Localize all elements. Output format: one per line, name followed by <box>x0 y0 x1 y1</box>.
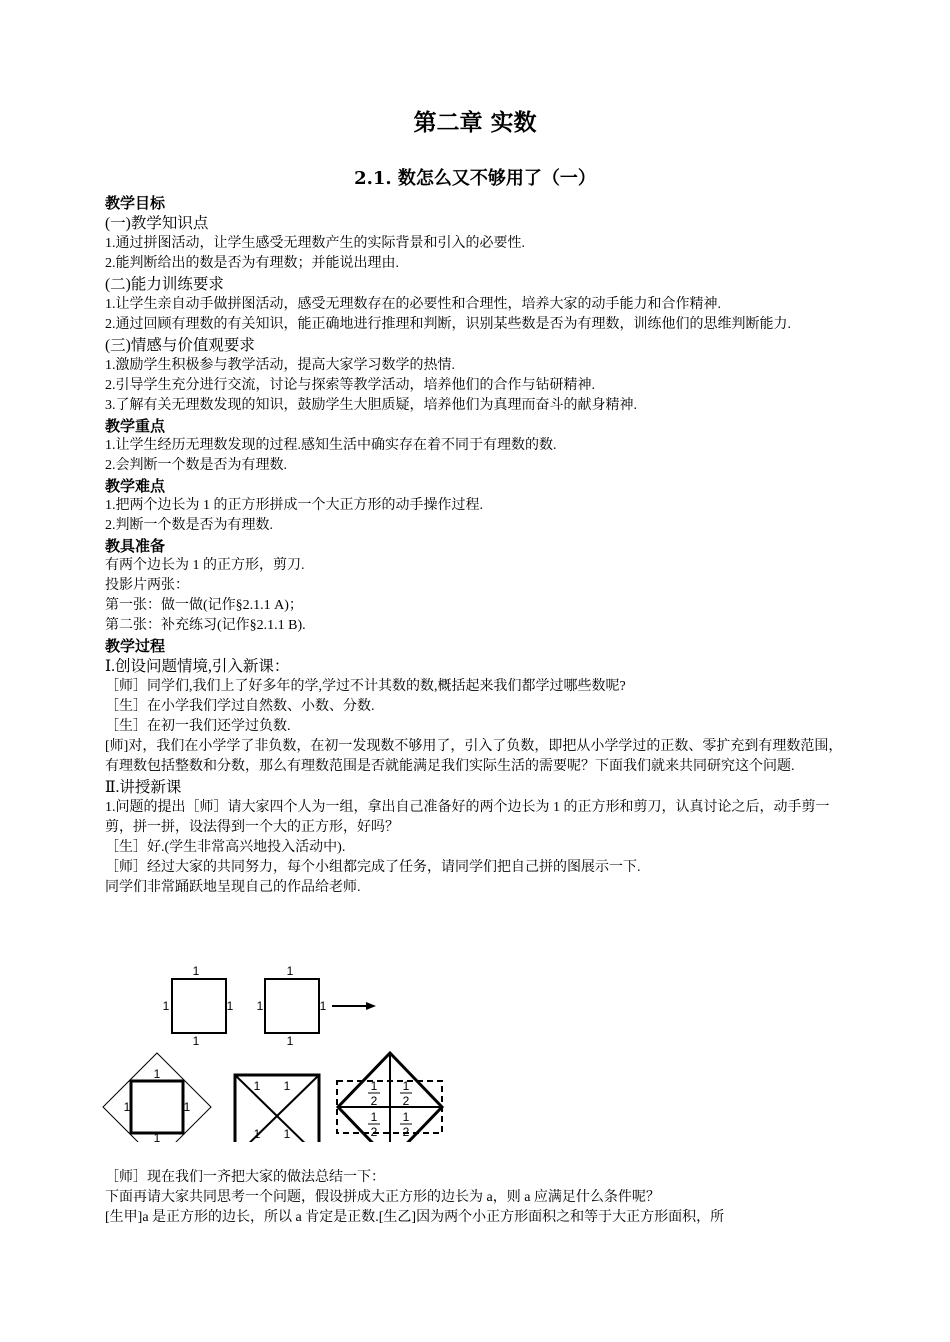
fraction-denominator: 2 <box>402 1125 410 1139</box>
square-with-diagonals <box>235 1075 319 1142</box>
side-label: 1 <box>226 999 234 1013</box>
tool-item: 投影片两张： <box>105 578 189 593</box>
dialogue-line: 同学们非常踊跃地呈现自己的作品给老师. <box>105 880 361 895</box>
emotion-item: 1.激励学生积极参与教学活动，提高大家学习数学的热情. <box>105 358 455 373</box>
segment-label: 1 <box>253 1079 261 1093</box>
fraction-numerator: 1 <box>402 1110 410 1124</box>
emotion-item: 2.引导学生充分进行交流，讨论与探索等教学活动，培养他们的合作与钻研精神. <box>105 378 595 393</box>
tools-heading: 教具准备 <box>105 537 166 555</box>
ability-title: (二)能力训练要求 <box>105 276 224 293</box>
side-label: 1 <box>319 999 327 1013</box>
dialogue-line: [师]对，我们在小学学了非负数，在初一发现数不够用了，引入了负数，即把从小学学过的正数、零扩充到有理数范围，有理数包括整数和分数，那么有理数范围是否就能满足我们实际生活的需要呢？下面我们就来共同研究这个问题. <box>105 739 843 774</box>
emotion-title: (三)情感与价值观要求 <box>105 337 255 354</box>
ability-item: 1.让学生亲自动手做拼图活动，感受无理数存在的必要性和合理性，培养大家的动手能力和合作精神. <box>105 297 721 312</box>
fraction-numerator: 1 <box>402 1079 410 1093</box>
inscribed-square <box>131 1081 183 1133</box>
process-heading: 教学过程 <box>105 637 166 655</box>
fraction-denominator: 2 <box>370 1094 378 1108</box>
knowledge-item: 2.能判断给出的数是否为有理数；并能说出理由. <box>105 256 399 271</box>
dialogue-line: ［师］同学们,我们上了好多年的学,学过不计其数的数,概括起来我们都学过哪些数呢? <box>105 679 626 694</box>
side-label: 1 <box>183 1100 191 1114</box>
fraction-numerator: 1 <box>370 1110 378 1124</box>
key-point-item: 1.让学生经历无理数发现的过程.感知生活中确实存在着不同于有理数的数. <box>105 438 557 453</box>
fraction-denominator: 2 <box>402 1094 410 1108</box>
tool-item: 第一张：做一做(记作§2.1.1 A)； <box>105 598 303 613</box>
lesson-body <box>105 193 850 898</box>
diagonal <box>235 1075 319 1142</box>
dialogue-line: 下面再请大家共同思考一个问题，假设拼成大正方形的边长为 a，则 a 应满足什么条件呢？ <box>105 1190 660 1205</box>
part2-title: Ⅱ.讲授新课 <box>105 779 182 796</box>
side-label: 1 <box>153 1067 161 1081</box>
segment-label: 1 <box>283 1127 291 1141</box>
part1-title: Ⅰ.创设问题情境,引入新课： <box>105 658 290 675</box>
dialogue-line: [生甲]a 是正方形的边长，所以 a 肯定是正数.[生乙]因为两个小正方形面积之和等于大正方形面积，所 <box>105 1210 725 1225</box>
key-points-heading: 教学重点 <box>105 417 166 435</box>
side-label: 1 <box>162 999 170 1013</box>
unit-square-right <box>265 979 319 1033</box>
chapter-title: 第二章 实数 <box>413 109 537 136</box>
side-label: 1 <box>123 1100 131 1114</box>
dialogue-line: ［生］在小学我们学过自然数、小数、分数. <box>105 699 375 714</box>
side-label: 1 <box>192 964 200 978</box>
ability-item: 2.通过回顾有理数的有关知识，能正确地进行推理和判断，识别某些数是否为有理数，训练他们的思维判断能力. <box>105 317 791 332</box>
after-figure-text <box>105 1168 850 1228</box>
knowledge-title: (一)教学知识点 <box>105 215 209 232</box>
dialogue-line: ［师］经过大家的共同努力，每个小组都完成了任务，请同学们把自己拼的图展示一下. <box>105 860 641 875</box>
dialogue-line: ［生］在初一我们还学过负数. <box>105 719 291 734</box>
dialogue-line: ［生］好.(学生非常高兴地投入活动中). <box>105 840 346 855</box>
difficulty-item: 1.把两个边长为 1 的正方形拼成一个大正方形的动手操作过程. <box>105 498 483 513</box>
tool-item: 第二张：补充练习(记作§2.1.1 B). <box>105 618 306 633</box>
fraction-denominator: 2 <box>370 1125 378 1139</box>
side-label: 1 <box>153 1131 161 1142</box>
arrow-head-icon <box>366 1002 376 1010</box>
side-label: 1 <box>286 964 294 978</box>
dialogue-line: 1.问题的提出［师］请大家四个人为一组，拿出自己准备好的两个边长为 1 的正方形和剪刀，认真讨论之后，动手剪一剪，拼一拼，设法得到一个大的正方形，好吗？ <box>105 800 830 835</box>
dialogue-line: ［师］现在我们一齐把大家的做法总结一下： <box>105 1170 385 1185</box>
tool-item: 有两个边长为 1 的正方形，剪刀. <box>105 558 305 573</box>
side-label: 1 <box>256 999 264 1013</box>
square-puzzle-figure <box>100 960 460 1142</box>
segment-label: 1 <box>283 1079 291 1093</box>
section-title: 2.1. 数怎么又不够用了（一） <box>354 168 596 189</box>
diagonal <box>235 1075 319 1142</box>
knowledge-item: 1.通过拼图活动，让学生感受无理数产生的实际背景和引入的必要性. <box>105 236 525 251</box>
emotion-item: 3.了解有关无理数发现的知识，鼓励学生大胆质疑，培养他们为真理而奋斗的献身精神. <box>105 398 637 413</box>
square-puzzle-svg <box>100 960 460 1142</box>
objectives-heading: 教学目标 <box>105 194 166 212</box>
unit-square-left <box>172 979 226 1033</box>
difficulties-heading: 教学难点 <box>105 477 166 495</box>
key-point-item: 2.会判断一个数是否为有理数. <box>105 458 287 473</box>
difficulty-item: 2.判断一个数是否为有理数. <box>105 518 273 533</box>
side-label: 1 <box>286 1034 294 1048</box>
segment-label: 1 <box>253 1127 261 1141</box>
fraction-numerator: 1 <box>370 1079 378 1093</box>
side-label: 1 <box>192 1034 200 1048</box>
